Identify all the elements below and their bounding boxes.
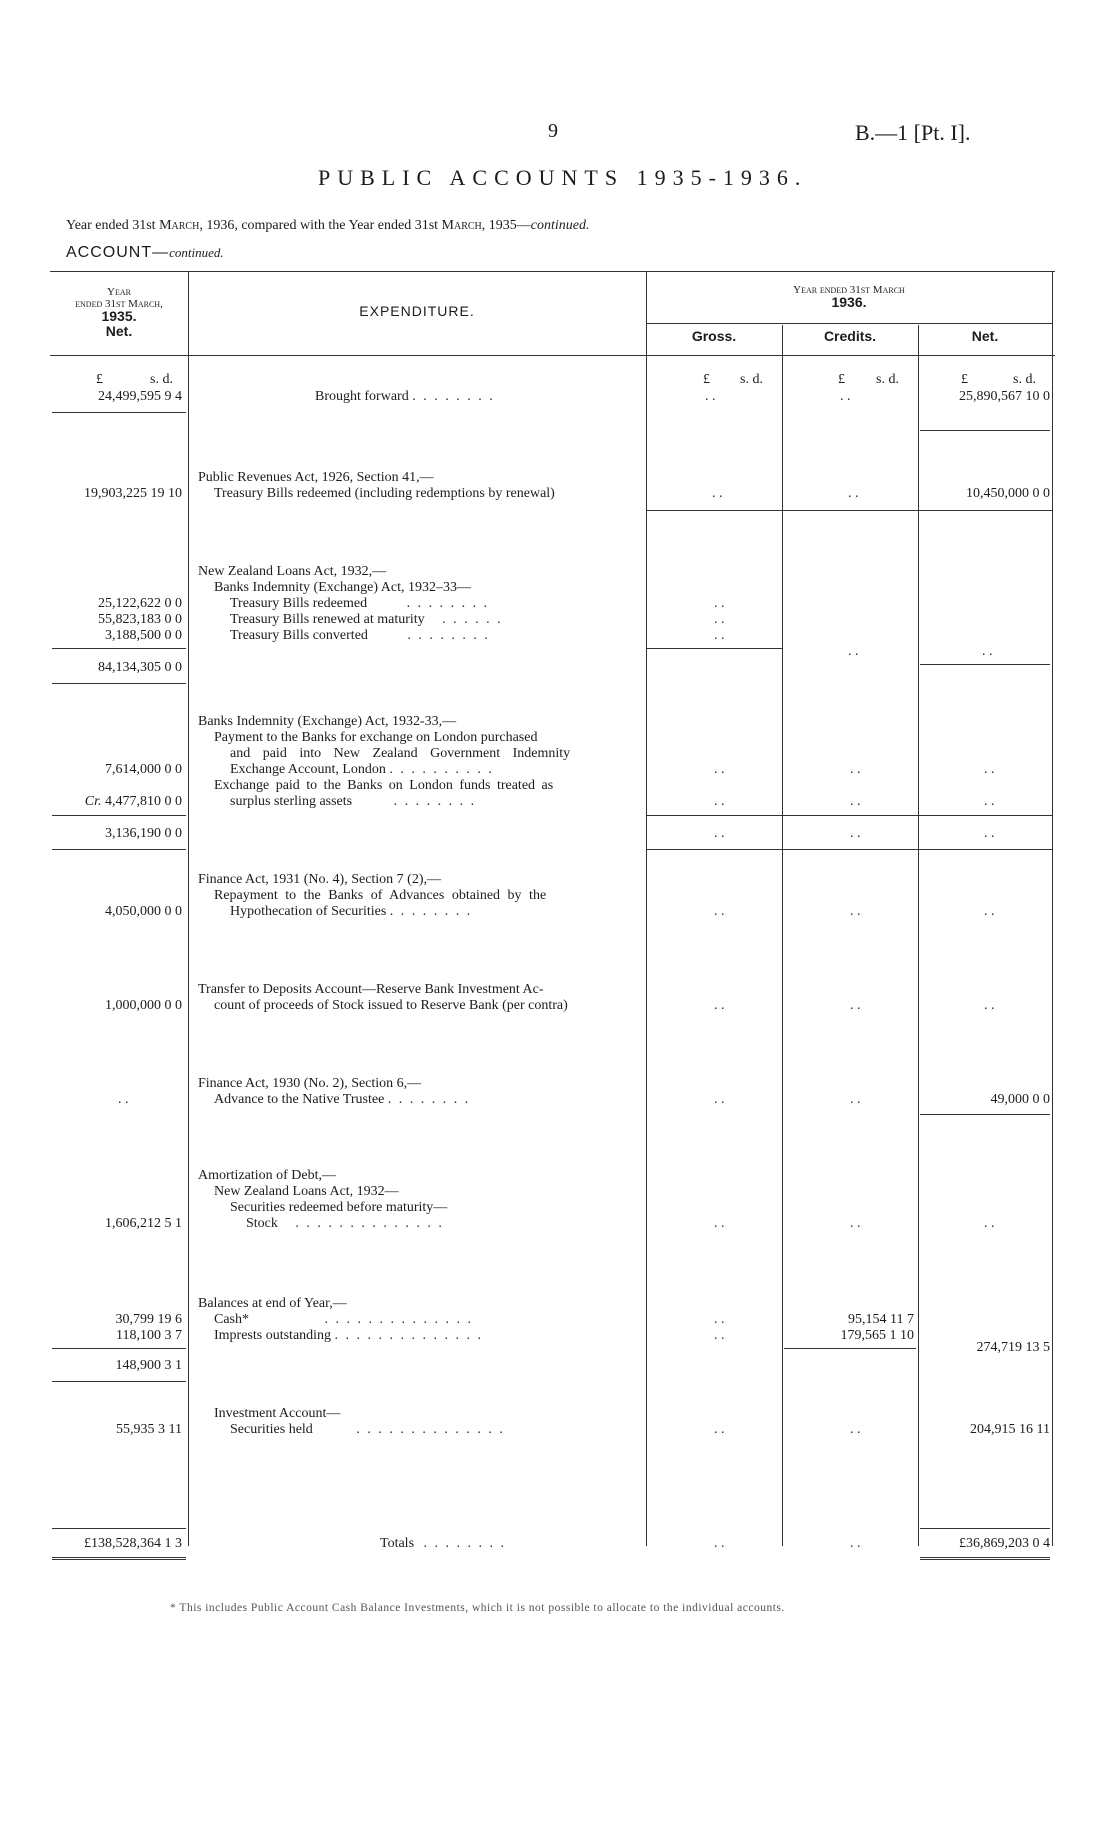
credits-cell: . . (848, 486, 859, 501)
row-rule (646, 815, 1052, 816)
credits-cell: . . (850, 998, 861, 1013)
total-1935: £138,528,364 1 3 (84, 1536, 182, 1551)
credits-cell: . . (850, 1216, 861, 1231)
currency-pound: £ (961, 372, 968, 387)
table-top-rule (50, 271, 1055, 272)
totals-top-rule (52, 1528, 186, 1529)
row-label: Securities held . . . . . . . . . . . . . . (230, 1422, 505, 1437)
row-label: Advance to the Native Trustee . . . . . . . . (214, 1092, 471, 1107)
row-rule (646, 849, 1052, 850)
gross-cell: . . (705, 389, 716, 404)
document-reference: B.—1 [Pt. I]. (855, 120, 971, 145)
gross-cell: . . (714, 628, 725, 643)
row-rule (52, 849, 186, 850)
column-rule (188, 271, 189, 1546)
column-rule (918, 325, 919, 1546)
row-rule (784, 1348, 916, 1349)
net-cell: 274,719 13 5 (976, 1340, 1050, 1355)
row-label: count of proceeds of Stock issued to Reserve Bank (per contra) (214, 998, 568, 1013)
amount-1935: 19,903,225 19 10 (84, 486, 182, 501)
gross-cell: . . (714, 998, 725, 1013)
net-cell: . . (984, 826, 995, 841)
gross-cell: . . (714, 826, 725, 841)
gross-cell: . . (714, 1422, 725, 1437)
amount-1935: 24,499,595 9 4 (98, 389, 182, 404)
credits-cell: . . (850, 762, 861, 777)
row-rule (646, 648, 782, 649)
row-rule (52, 412, 186, 413)
amount-1935: 118,100 3 7 (116, 1328, 182, 1343)
row-label: Stock . . . . . . . . . . . . . . (246, 1216, 444, 1231)
row-label: Exchange Account, London . . . . . . . . . . (230, 762, 494, 777)
totals-double-rule (920, 1557, 1050, 1560)
row-rule (920, 430, 1050, 431)
row-label: Cash* . . . . . . . . . . . . . . (214, 1312, 473, 1327)
currency-sd: s. d. (740, 372, 763, 387)
row-heading: Finance Act, 1930 (No. 2), Section 6,— (198, 1076, 422, 1091)
header-expenditure: EXPENDITURE. (359, 303, 475, 319)
row-rule (52, 815, 186, 816)
row-rule (920, 1114, 1050, 1115)
row-label: Imprests outstanding . . . . . . . . . . . . . . (214, 1328, 484, 1343)
page-title: PUBLIC ACCOUNTS 1935-1936. (318, 165, 808, 190)
gross-cell: . . (714, 904, 725, 919)
totals-double-rule (52, 1557, 186, 1560)
header-year-1936: Year ended 31st March 1936. (793, 284, 905, 310)
totals-label: Totals . . . . . . . . (380, 1536, 507, 1551)
row-heading: Finance Act, 1931 (No. 4), Section 7 (2),— (198, 872, 442, 887)
gross-cell: . . (714, 596, 725, 611)
net-cell: . . (984, 762, 995, 777)
credits-cell: 95,154 11 7 (848, 1312, 914, 1327)
currency-pound: £ (703, 372, 710, 387)
page-number: 9 (548, 120, 558, 142)
net-cell: . . (984, 904, 995, 919)
amount-1935: 1,000,000 0 0 (105, 998, 182, 1013)
gross-cell: . . (714, 794, 725, 809)
currency-pound: £ (96, 372, 103, 387)
amount-1935: 25,122,622 0 0 (98, 596, 182, 611)
currency-sd: s. d. (150, 372, 173, 387)
gross-cell: . . (714, 1536, 725, 1551)
amount-1935: 30,799 19 6 (115, 1312, 182, 1327)
currency-pound: £ (838, 372, 845, 387)
row-rule (646, 510, 1052, 511)
row-rule (52, 1381, 186, 1382)
gross-cell: . . (714, 1312, 725, 1327)
column-rule (782, 325, 783, 1546)
account-heading: ACCOUNT—continued. (66, 244, 224, 261)
amount-1935-total: 3,136,190 0 0 (105, 826, 182, 841)
credits-cell: . . (850, 1092, 861, 1107)
column-rule (646, 271, 647, 1546)
page-subtitle: Year ended 31st March, 1936, compared with the Year ended 31st March, 1935—continued. (66, 218, 590, 233)
row-label: Brought forward . . . . . . . . (315, 389, 495, 404)
footnote: * This includes Public Account Cash Balance Investments, which it is not possible to allocate to the individual accounts. (170, 1602, 785, 1614)
row-label: Payment to the Banks for exchange on London purchased (214, 730, 538, 745)
row-label: Exchange paid to the Banks on London funds treated as (214, 778, 554, 793)
amount-1935-total: 148,900 3 1 (115, 1358, 182, 1373)
header-bottom-rule (50, 355, 1055, 356)
net-cell: . . (982, 644, 993, 659)
column-rule (1052, 271, 1053, 1546)
header-credits: Credits. (823, 328, 877, 344)
row-label: Repayment to the Banks of Advances obtained by the (214, 888, 547, 903)
net-cell: 49,000 0 0 (990, 1092, 1050, 1107)
gross-cell: . . (714, 612, 725, 627)
credits-cell: . . (848, 644, 859, 659)
row-label: Treasury Bills renewed at maturity . . . . . . (230, 612, 503, 627)
row-heading: New Zealand Loans Act, 1932,— (198, 564, 387, 579)
net-cell: 204,915 16 11 (970, 1422, 1050, 1437)
row-label: Treasury Bills redeemed . . . . . . . . (230, 596, 490, 611)
row-label: surplus sterling assets . . . . . . . . (230, 794, 477, 809)
row-subheading: New Zealand Loans Act, 1932— (214, 1184, 399, 1199)
credits-cell: 179,565 1 10 (840, 1328, 914, 1343)
net-cell: . . (984, 998, 995, 1013)
row-subheading: Securities redeemed before maturity— (230, 1200, 448, 1215)
gross-cell: . . (714, 1092, 725, 1107)
amount-1935: 7,614,000 0 0 (105, 762, 182, 777)
row-heading: Banks Indemnity (Exchange) Act, 1932-33,— (198, 714, 457, 729)
credits-cell: . . (850, 826, 861, 841)
net-cell: 10,450,000 0 0 (966, 486, 1050, 501)
row-label: Hypothecation of Securities . . . . . . . . (230, 904, 473, 919)
amount-1935: 1,606,212 5 1 (105, 1216, 182, 1231)
amount-1935: 55,935 3 11 (116, 1422, 182, 1437)
currency-sd: s. d. (1013, 372, 1036, 387)
header-year-1935: Year ended 31st March, 1935. Net. (75, 286, 163, 339)
row-rule (52, 683, 186, 684)
row-heading: Transfer to Deposits Account—Reserve Bank Investment Ac- (198, 982, 544, 997)
gross-cell: . . (714, 762, 725, 777)
currency-sd: s. d. (876, 372, 899, 387)
row-heading: Balances at end of Year,— (198, 1296, 347, 1311)
amount-1935: 4,050,000 0 0 (105, 904, 182, 919)
totals-top-rule (920, 1528, 1050, 1529)
credits-cell: . . (850, 1536, 861, 1551)
row-rule (920, 664, 1050, 665)
total-net: £36,869,203 0 4 (959, 1536, 1050, 1551)
gross-cell: . . (712, 486, 723, 501)
credits-cell: . . (840, 389, 851, 404)
row-label: Treasury Bills converted . . . . . . . . (230, 628, 490, 643)
row-heading: Public Revenues Act, 1926, Section 41,— (198, 470, 434, 485)
amount-1935: 3,188,500 0 0 (105, 628, 182, 643)
row-rule (52, 648, 186, 649)
credits-cell: . . (850, 794, 861, 809)
row-rule (52, 1348, 186, 1349)
amount-1935-total: 84,134,305 0 0 (98, 660, 182, 675)
amount-1935: . . (118, 1092, 129, 1107)
net-cell: . . (984, 1216, 995, 1231)
row-subheading: Banks Indemnity (Exchange) Act, 1932–33— (214, 580, 472, 595)
row-heading: Amortization of Debt,— (198, 1168, 337, 1183)
gross-cell: . . (714, 1328, 725, 1343)
credits-cell: . . (850, 1422, 861, 1437)
row-label: Treasury Bills redeemed (including redemptions by renewal) (214, 486, 555, 501)
credits-cell: . . (850, 904, 861, 919)
net-cell: 25,890,567 10 0 (959, 389, 1050, 404)
net-cell: . . (984, 794, 995, 809)
row-label: and paid into New Zealand Government Indemnity (230, 746, 571, 761)
header-net: Net. (971, 328, 999, 344)
amount-1935: Cr. 4,477,810 0 0 (84, 794, 182, 809)
amount-1935: 55,823,183 0 0 (98, 612, 182, 627)
gross-cell: . . (714, 1216, 725, 1231)
header-gross: Gross. (691, 328, 737, 344)
row-heading: Investment Account— (214, 1406, 341, 1421)
header-subrule (646, 323, 1052, 324)
